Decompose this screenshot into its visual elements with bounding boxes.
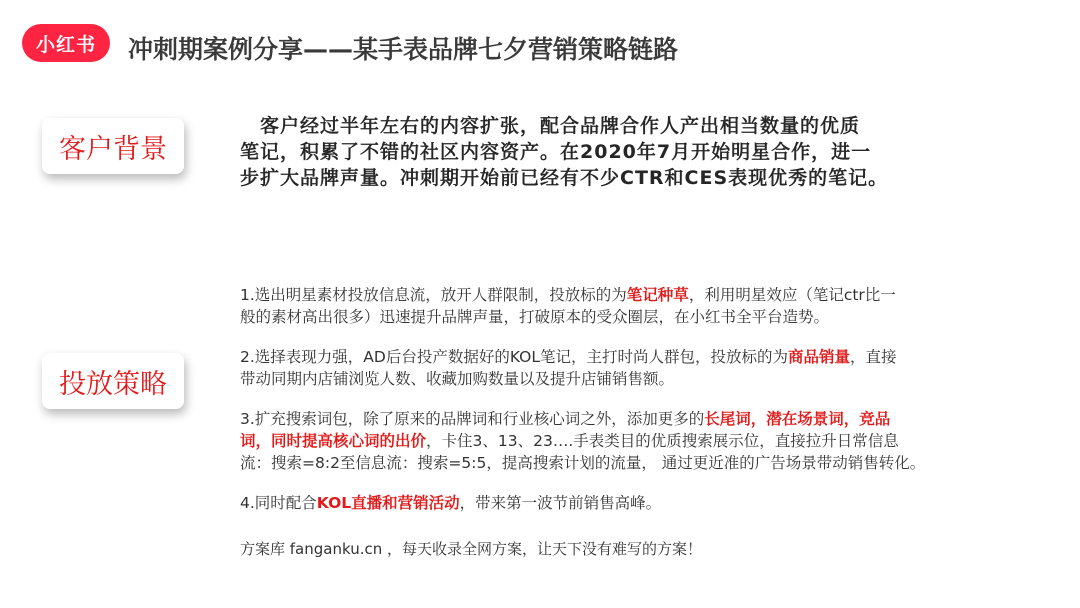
strategy-list [240,284,1040,532]
strategy-label: 投放策略 [42,353,184,409]
text: 般的素材高出很多）迅速提升品牌声量，打破原本的受众圈层，在小红书全平台造势。 [240,308,830,326]
text: ，带来第一波节前销售高峰。 [459,494,662,512]
highlight: 长尾词，潜在场景词，竞品 [704,410,891,428]
background-label: 客户背景 [42,118,184,174]
text: ，卡住3、13、23….手表类目的优质搜索展示位，直接拉升日常信息 [426,432,899,450]
text: 3.扩充搜索词包，除了原来的品牌词和行业核心词之外，添加更多的 [240,410,705,428]
page-title: 冲刺期案例分享——某手表品牌七夕营销策略链路 [128,35,679,64]
text: ，利用明星效应（笔记ctr比一 [688,286,896,304]
highlight: 商品销量 [787,348,850,366]
highlight: 笔记种草 [626,286,689,304]
text: 带动同期内店铺浏览人数、收藏加购数量以及提升店铺销售额。 [240,370,675,388]
strategy-item-4 [240,492,1040,514]
xiaohongshu-logo: 小红书 [22,24,110,62]
background-line: 步扩大品牌声量。冲刺期开始前已经有不少CTR和CES表现优秀的笔记。 [240,167,889,189]
background-description [240,113,1000,191]
background-line: 客户经过半年左右的内容扩张，配合品牌合作人产出相当数量的优质 [240,115,861,137]
text: 流：搜索=8:2至信息流：搜索=5:5，提高搜索计划的流量， 通过更近准的广告场景带动销售转化。 [240,454,926,472]
text: ，直接 [850,348,897,366]
footer-note: 方案库 fanganku.cn ，每天收录全网方案，让天下没有难写的方案！ [240,540,702,558]
text: 1.选出明星素材投放信息流，放开人群限制，投放标的为 [240,286,627,304]
text: 2.选择表现力强，AD后台投产数据好的KOL笔记，主打时尚人群包，投放标的为 [240,348,788,366]
background-line: 笔记，积累了不错的社区内容资产。在2020年7月开始明星合作，进一 [240,141,872,163]
highlight: KOL直播和营销活动 [316,494,460,512]
strategy-item-3 [240,408,1040,474]
text: 4.同时配合 [240,494,317,512]
strategy-item-1 [240,284,1040,328]
highlight: 词，同时提高核心词的出价 [240,432,427,450]
strategy-item-2 [240,346,1040,390]
